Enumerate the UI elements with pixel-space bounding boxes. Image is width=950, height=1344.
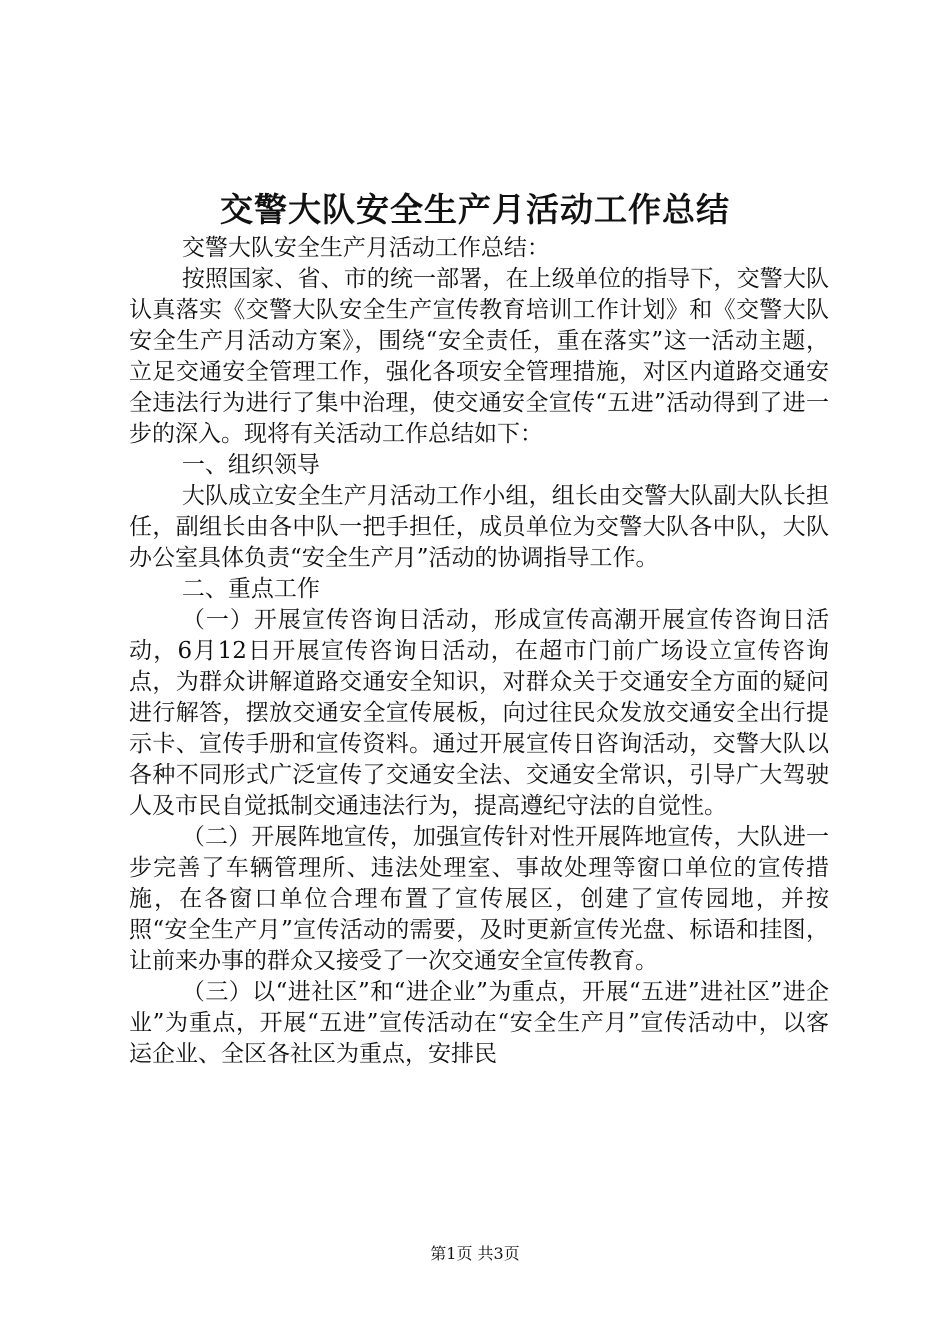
paragraph-key-work-1: （一）开展宣传咨询日活动，形成宣传高潮开展宣传咨询日活动，6月12日开展宣传咨询日活动，在超市门前广场设立宣传咨询点，为群众讲解道路交通安全知识，对群众关于交通安全方面的疑问进行解答，摆放交通安全宣传展板，向过往民众发放交通安全出行提示卡、宣传手册和宣传资料。通过开展宣传日咨询活动，交警大队以各种不同形式广泛宣传了交通安全法、交通安全常识，引导广大驾驶人及市民自觉抵制交通违法行为，提高遵纪守法的自觉性。	[129, 607, 829, 819]
section-heading-organization: 一、组织领导	[181, 452, 320, 478]
section-heading-key-work: 二、重点工作	[181, 576, 320, 602]
paragraph-key-work-3: （三）以“进社区”和“进企业”为重点，开展“五进”进社区”进企业”为重点，开展“五进”宣传活动在“安全生产月”宣传活动中，以客运企业、全区各社区为重点，安排民	[129, 979, 829, 1067]
document-body	[129, 233, 829, 1070]
paragraph-organization: 大队成立安全生产月活动工作小组，组长由交警大队副大队长担任，副组长由各中队一把手担任，成员单位为交警大队各中队，大队办公室具体负责“安全生产月”活动的协调指导工作。	[129, 483, 829, 571]
paragraph-intro: 交警大队安全生产月活动工作总结：	[181, 235, 550, 261]
page-number-footer: 第1页 共3页	[430, 1244, 520, 1263]
paragraph-key-work-2: （二）开展阵地宣传，加强宣传针对性开展阵地宣传，大队进一步完善了车辆管理所、违法处理室、事故处理等窗口单位的宣传措施，在各窗口单位合理布置了宣传展区，创建了宣传园地，并按照“安全生产月”宣传活动的需要，及时更新宣传光盘、标语和挂图，让前来办事的群众又接受了一次交通安全宣传教育。	[129, 824, 829, 974]
document-title: 交警大队安全生产月活动工作总结	[220, 190, 730, 229]
paragraph-overview: 按照国家、省、市的统一部署，在上级单位的指导下，交警大队认真落实《交警大队安全生产宣传教育培训工作计划》和《交警大队安全生产月活动方案》，围绕“安全责任，重在落实”这一活动主题，立足交通安全管理工作，强化各项安全管理措施，对区内道路交通安全违法行为进行了集中治理，使交通安全宣传“五进”活动得到了进一步的深入。现将有关活动工作总结如下：	[129, 266, 829, 447]
